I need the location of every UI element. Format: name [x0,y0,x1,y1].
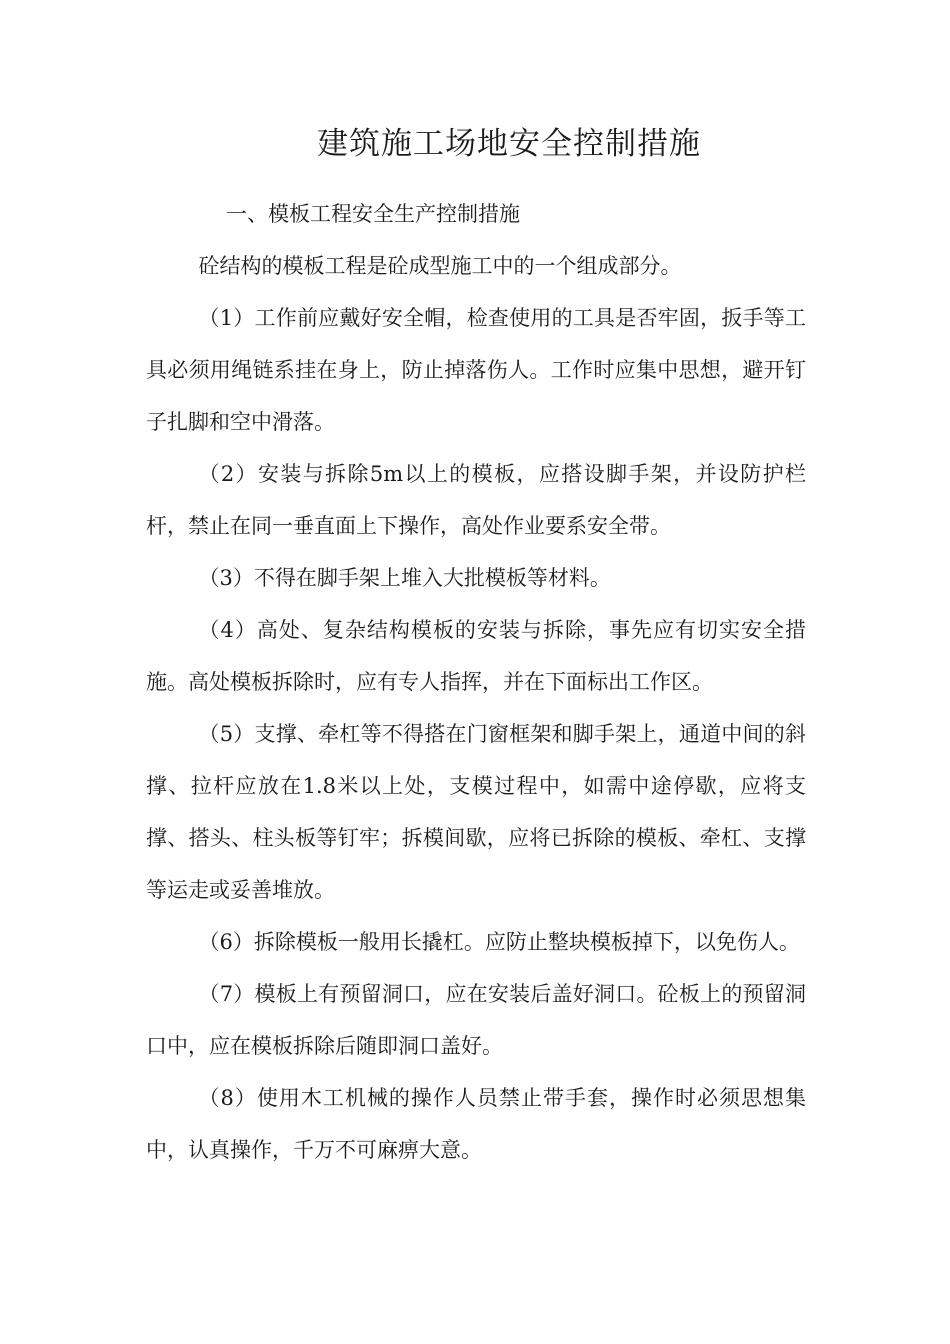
list-item: （7）模板上有预留洞口，应在安装后盖好洞口。砼板上的预留洞口中，应在模板拆除后随即洞口盖好。 [146,982,806,1058]
list-item: （3）不得在脚手架上堆入大批模板等材料。 [198,566,611,590]
list-item: （8）使用木工机械的操作人员禁止带手套，操作时必须思想集中，认真操作，千万不可麻痹大意。 [146,1086,806,1162]
document-title: 建筑施工场地安全控制措施 [317,126,701,162]
list-item: （6）拆除模板一般用长撬杠。应防止整块模板掉下，以免伤人。 [198,930,800,954]
list-item: （4）高处、复杂结构模板的安装与拆除，事先应有切实安全措施。高处模板拆除时，应有专人指挥，并在下面标出工作区。 [146,618,806,694]
section-heading: 一、模板工程安全生产控制措施 [226,202,520,226]
document-body [146,188,806,1176]
list-item: （2）安装与拆除5m以上的模板，应搭设脚手架，并设防护栏杆，禁止在同一垂直面上下操作，高处作业要系安全带。 [146,462,806,538]
list-item: （5）支撑、牵杠等不得搭在门窗框架和脚手架上，通道中间的斜撑、拉杆应放在1.8米以上处，支模过程中，如需中途停歇，应将支撑、搭头、柱头板等钉牢；拆模间歇，应将已拆除的模板、牵杠、支撑等运走或妥善堆放。 [146,722,806,902]
intro-paragraph: 砼结构的模板工程是砼成型施工中的一个组成部分。 [198,254,682,278]
list-item: （1）工作前应戴好安全帽，检查使用的工具是否牢固，扳手等工具必须用绳链系挂在身上，防止掉落伤人。工作时应集中思想，避开钉子扎脚和空中滑落。 [146,306,806,434]
